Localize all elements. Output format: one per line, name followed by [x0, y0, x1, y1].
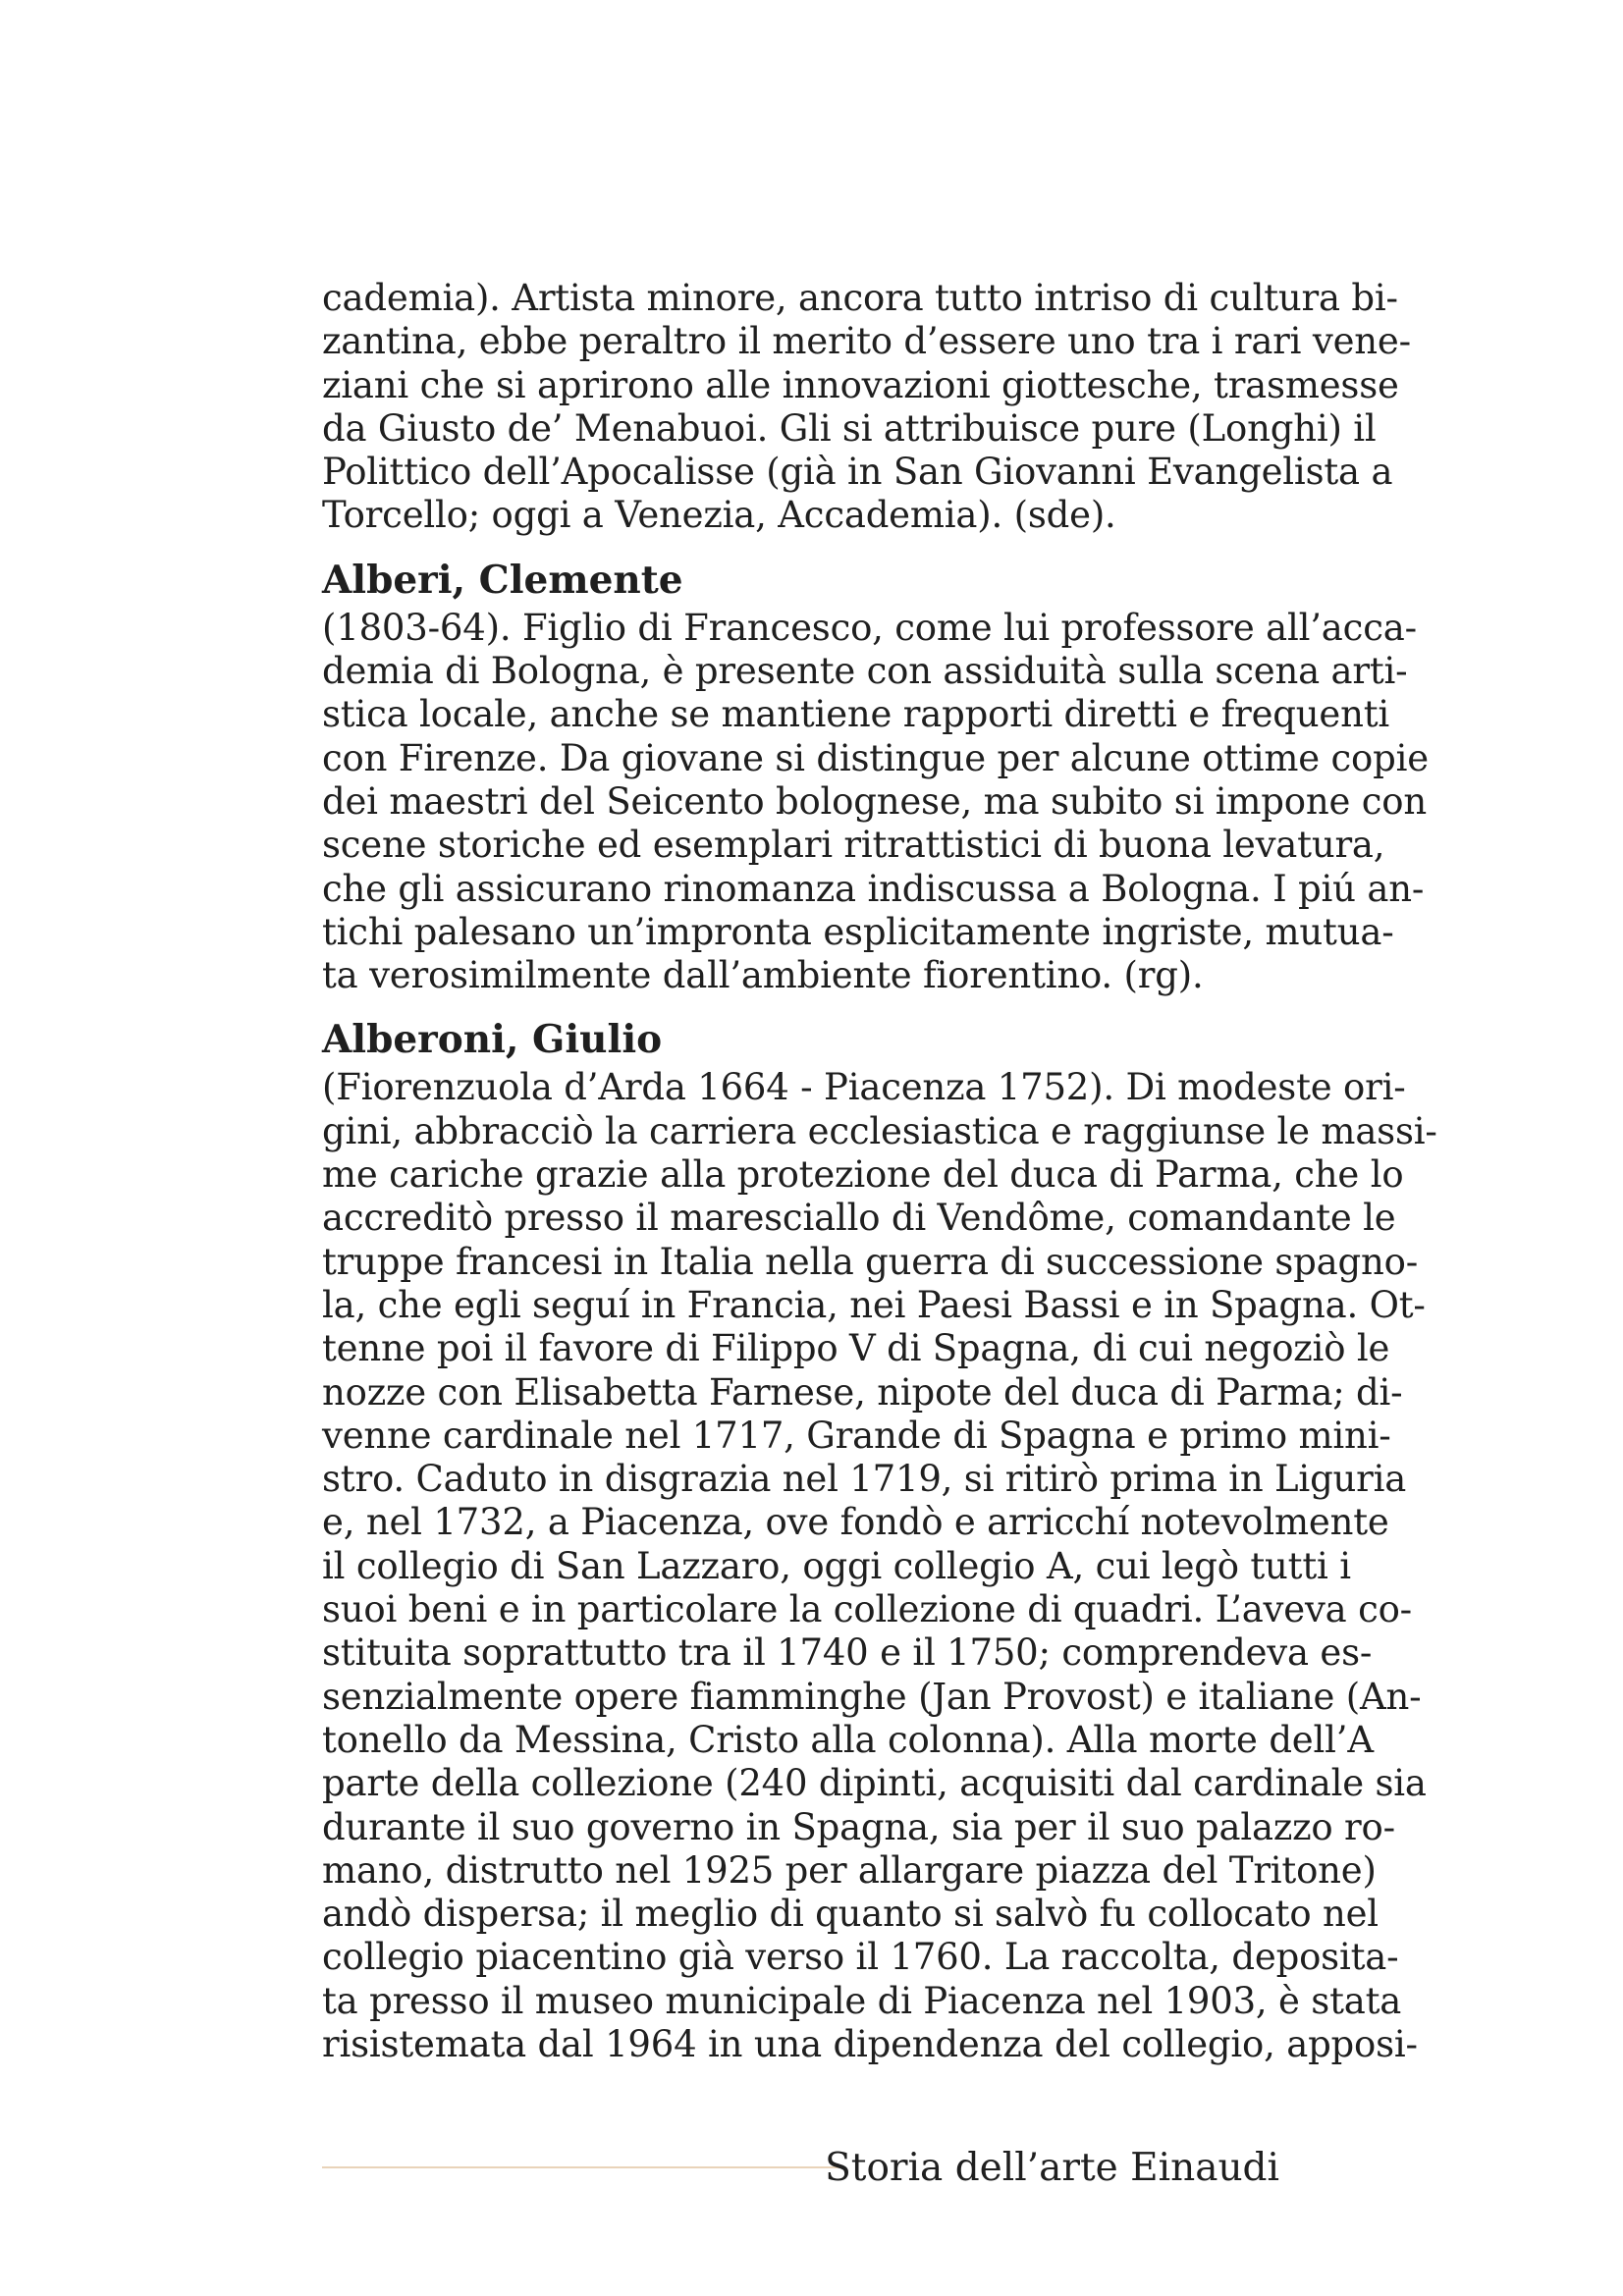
text-line: stica locale, anche se mantiene rapporti diretti e frequenti	[322, 693, 1390, 736]
text-line: mano, distrutto nel 1925 per allargare piazza del Tritone)	[322, 1848, 1377, 1892]
entry-heading: Alberoni, Giulio	[322, 1017, 663, 1063]
text-line: la, che egli seguí in Francia, nei Paesi Bassi e in Spagna. Ot-	[322, 1283, 1426, 1326]
text-line: stro. Caduto in disgrazia nel 1719, si ritirò prima in Liguria	[322, 1458, 1407, 1501]
text-line: zantina, ebbe peraltro il merito d’essere uno tra i rari vene-	[322, 320, 1411, 363]
text-line: senzialmente opere fiamminghe (Jan Provost) e italiane (An-	[322, 1675, 1422, 1718]
text-line: andò dispersa; il meglio di quanto si salvò fu collocato nel	[322, 1893, 1379, 1936]
text-line: demia di Bologna, è presente con assiduità sulla scena arti-	[322, 650, 1408, 693]
text-line: Polittico dell’Apocalisse (già in San Giovanni Evangelista a	[322, 451, 1393, 494]
text-line: nozze con Elisabetta Farnese, nipote del duca di Parma; di-	[322, 1370, 1403, 1414]
text-line: me cariche grazie alla protezione del duca di Parma, che lo	[322, 1153, 1404, 1197]
text-line: scene storiche ed esemplari ritrattistici di buona levatura,	[322, 824, 1385, 867]
text-line: Torcello; oggi a Venezia, Accademia). (sde).	[322, 494, 1116, 537]
text-line: che gli assicurano rinomanza indiscussa a Bologna. I piú an-	[322, 867, 1425, 910]
entry-alberoni-giulio	[322, 1017, 1437, 2066]
text-line: (1803-64). Figlio di Francesco, come lui professore all’acca-	[322, 606, 1417, 649]
text-line: da Giusto de’ Menabuoi. Gli si attribuisce pure (Longhi) il	[322, 406, 1377, 450]
text-line: (Fiorenzuola d’Arda 1664 - Piacenza 1752). Di modeste ori-	[322, 1066, 1406, 1109]
text-line: truppe francesi in Italia nella guerra di successione spagno-	[322, 1240, 1418, 1283]
page-body	[322, 277, 1437, 2066]
text-line: stituita soprattutto tra il 1740 e il 1750; comprendeva es-	[322, 1631, 1373, 1675]
text-line: tenne poi il favore di Filippo V di Spagna, di cui negoziò le	[322, 1327, 1390, 1370]
text-line: suoi beni e in particolare la collezione di quadri. L’aveva co-	[322, 1588, 1412, 1631]
entry-heading: Alberi, Clemente	[322, 557, 683, 603]
footer-title: Storia dell’arte Einaudi	[825, 2146, 1279, 2190]
text-line: ziani che si aprirono alle innovazioni giottesche, trasmesse	[322, 363, 1399, 406]
text-line: accreditò presso il maresciallo di Vendôme, comandante le	[322, 1197, 1396, 1240]
text-line: tichi palesano un’impronta esplicitamente ingriste, mutua-	[322, 910, 1394, 953]
text-line: ta verosimilmente dall’ambiente fiorentino. (rg).	[322, 954, 1204, 997]
text-line: con Firenze. Da giovane si distingue per alcune ottime copie	[322, 736, 1429, 779]
text-line: il collegio di San Lazzaro, oggi collegio A, cui legò tutti i	[322, 1544, 1351, 1587]
text-line: dei maestri del Seicento bolognese, ma subito si impone con	[322, 779, 1427, 823]
footer-rule	[322, 2166, 844, 2168]
text-line: parte della collezione (240 dipinti, acquisiti dal cardinale sia	[322, 1762, 1427, 1805]
entry-alberi-clemente	[322, 557, 1429, 998]
text-line: cademia). Artista minore, ancora tutto intriso di cultura bi-	[322, 277, 1398, 319]
text-line: risistemata dal 1964 in una dipendenza del collegio, apposi-	[322, 2022, 1418, 2065]
text-line: durante il suo governo in Spagna, sia per il suo palazzo ro-	[322, 1805, 1395, 1848]
text-line: collegio piacentino già verso il 1760. La raccolta, deposita-	[322, 1936, 1399, 1979]
text-line: gini, abbracciò la carriera ecclesiastica e raggiunse le massi-	[322, 1109, 1437, 1152]
text-line: tonello da Messina, Cristo alla colonna). Alla morte dell’A	[322, 1718, 1374, 1761]
text-line: ta presso il museo municipale di Piacenza nel 1903, è stata	[322, 1979, 1402, 2022]
text-line: venne cardinale nel 1717, Grande di Spagna e primo mini-	[322, 1414, 1391, 1457]
intro-continuation	[322, 277, 1411, 538]
text-line: e, nel 1732, a Piacenza, ove fondò e arricchí notevolmente	[322, 1501, 1389, 1544]
